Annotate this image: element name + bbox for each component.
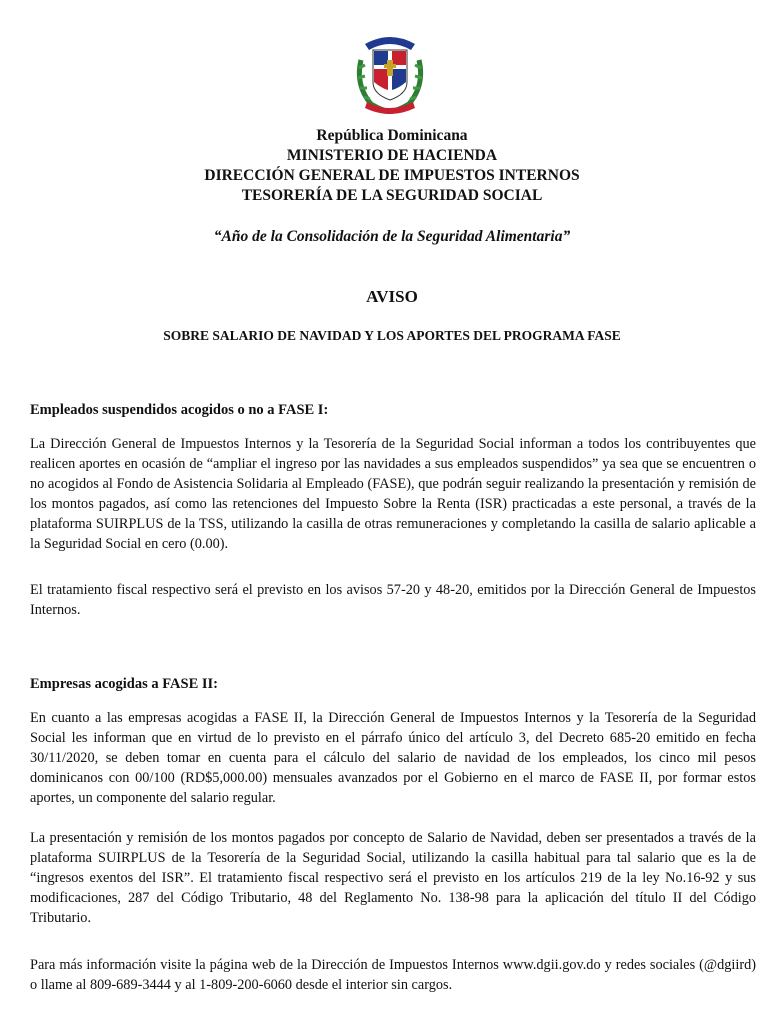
section1-heading: Empleados suspendidos acogidos o no a FASE I: bbox=[30, 402, 329, 418]
year-motto: “Año de la Consolidación de la Seguridad Alimentaria” bbox=[213, 228, 571, 245]
country-name: República Dominicana bbox=[316, 127, 468, 144]
dgii-name: DIRECCIÓN GENERAL DE IMPUESTOS INTERNOS bbox=[204, 167, 580, 184]
section2-contact-paragraph: Para más información visite la página web de la Dirección de Impuestos Internos www.dgii.gov.do y redes sociales (@dgiird) o llame al 809-689-3444 y al 1-809-200-6060 desde el interior sin cargos. bbox=[30, 957, 756, 993]
ministry-name: MINISTERIO DE HACIENDA bbox=[286, 147, 498, 164]
section2-paragraph-1: En cuanto a las empresas acogidas a FASE II, la Dirección General de Impuestos Internos y la Tesorería de la Seguridad Social les informan que en virtud de lo previsto en el párrafo único del artículo 3, del Decreto 685-20 emitido en fecha 30/11/2020, se deben tomar en cuenta para el cálculo del salario de navidad de los empleados, los cinco mil pesos dominicanos con 00/100 (RD$5,000.00) mensuales avanzados por el Gobierno en el marco de FASE II, por formar estos aportes, un componente del salario regular. bbox=[30, 710, 756, 806]
coat-of-arms-icon bbox=[351, 30, 429, 114]
section2-heading: Empresas acogidas a FASE II: bbox=[30, 676, 218, 692]
tss-name: TESORERÍA DE LA SEGURIDAD SOCIAL bbox=[241, 187, 543, 204]
notice-title: AVISO bbox=[366, 287, 418, 306]
section1-paragraph-1: La Dirección General de Impuestos Internos y la Tesorería de la Seguridad Social informan a todos los contribuyentes que realicen aportes en ocasión de “ampliar el ingreso por las navidades a sus empleados suspendidos” ya sea que se encuentren o no acogidos al Fondo de Asistencia Solidaria al Empleado (FASE), que podrán seguir realizando la presentación y remisión de los montos pagados, así como las retenciones del Impuesto Sobre la Renta (ISR) practicadas a este personal, a través de la plataforma SUIRPLUS de la TSS, utilizando la casilla de otras remuneraciones y completando la casilla de salario aplicable a la Seguridad Social en cero (0.00). bbox=[30, 436, 756, 552]
header-block bbox=[0, 126, 784, 206]
section1-paragraph-2: El tratamiento fiscal respectivo será el previsto en los avisos 57-20 y 48-20, emitidos por la Dirección General de Impuestos Internos. bbox=[30, 582, 756, 618]
notice-subtitle: SOBRE SALARIO DE NAVIDAD Y LOS APORTES DEL PROGRAMA FASE bbox=[163, 328, 621, 343]
section2-paragraph-2: La presentación y remisión de los montos pagados por concepto de Salario de Navidad, deben ser presentados a través de la plataforma SUIRPLUS de la Tesorería de la Seguridad Social, utilizando la casilla habitual para tal salario que es la de “ingresos exentos del ISR”. El tratamiento fiscal respectivo será el previsto en los artículos 219 de la ley No.16-92 y sus modificaciones, 287 del Código Tributario, 48 del Reglamento No. 138-98 para la aplicación del título II del Código Tributario. bbox=[30, 830, 756, 926]
